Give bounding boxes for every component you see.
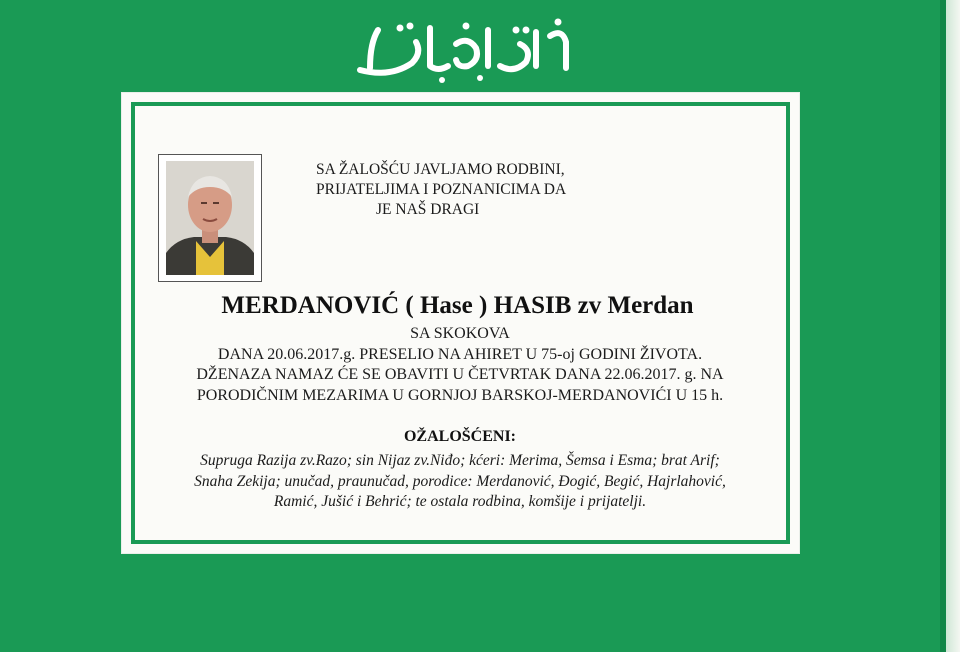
- origin-line: SA SKOKOVA: [410, 325, 510, 342]
- mourners-line: Snaha Zekija; unučad, praunučad, porodice: Merdanović, Đogić, Begić, Hajrlahović,: [194, 472, 726, 490]
- details-line: DANA 20.06.2017.g. PRESELIO NA AHIRET U 75-oj GODINI ŽIVOTA.: [217, 345, 703, 363]
- notice-details: [130, 324, 790, 406]
- portrait-icon: [166, 161, 254, 275]
- portrait-photo: [166, 161, 254, 275]
- deceased-name: MERDANOVIĆ ( Hase ) HASIB zv Merdan: [221, 292, 694, 319]
- intro-line: SA ŽALOŠĆU JAVLJAMO RODBINI,: [316, 161, 565, 178]
- details-line: DŽENAZA NAMAZ ĆE SE OBAVITI U ČETVRTAK DANA 22.06.2017. g. NA: [196, 366, 724, 383]
- mourners-list: [130, 451, 790, 513]
- intro-line: JE NAŠ DRAGI: [376, 201, 480, 218]
- arabic-calligraphy-icon: [330, 8, 590, 88]
- paper-edge: [946, 0, 960, 652]
- details-line: PORODIČNIM MEZARIMA U GORNJOJ BARSKOJ-MERDANOVIĆI U 15 h.: [196, 386, 724, 404]
- intro-line: PRIJATELJIMA I POZNANICIMA DA: [316, 181, 567, 198]
- mourners-line: Supruga Razija zv.Razo; sin Nijaz zv.Niđo; kćeri: Merima, Šemsa i Esma; brat Arif;: [200, 452, 720, 469]
- intro-text: [260, 160, 660, 220]
- mourners-heading: OŽALOŠĆENI:: [403, 428, 517, 445]
- mourners-line: Ramić, Jušić i Behrić; te ostala rodbina, komšije i prijatelji.: [273, 493, 647, 510]
- photo-frame: [158, 154, 262, 282]
